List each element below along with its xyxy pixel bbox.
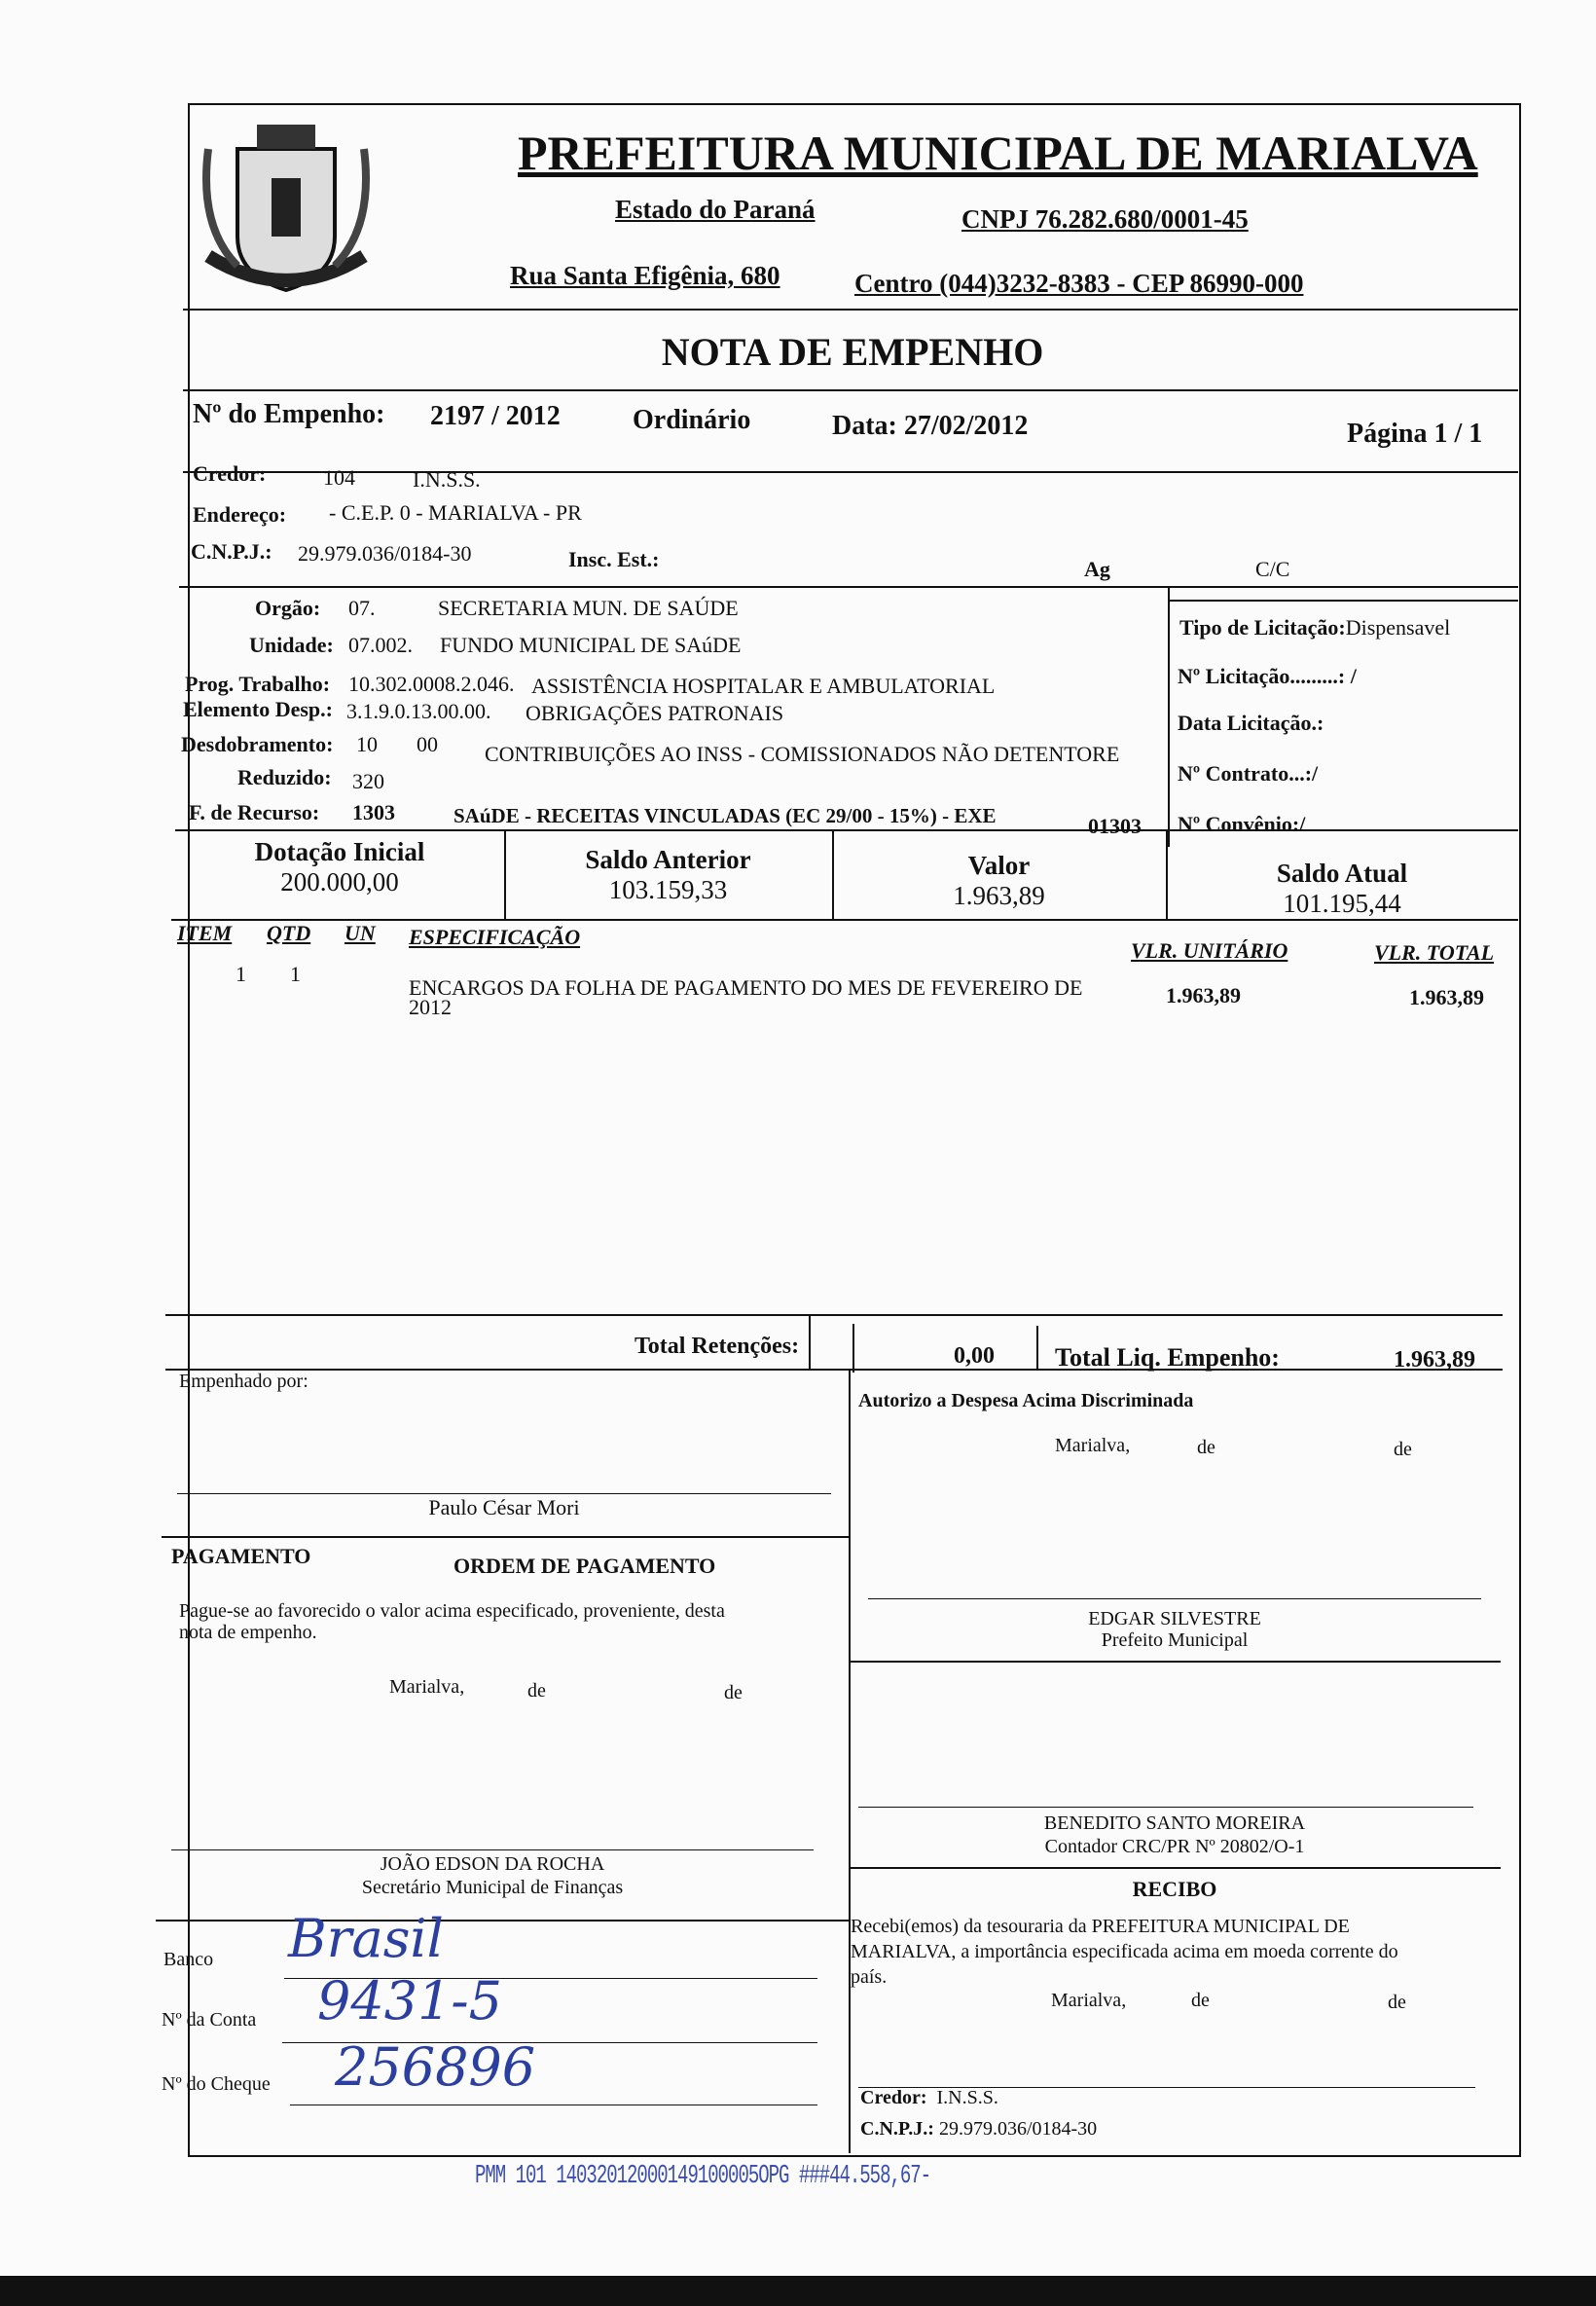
scan-edge: [0, 2276, 1596, 2306]
address-label: Endereço:: [193, 502, 287, 527]
secretario-name: JOÃO EDSON DA ROCHA: [380, 1853, 605, 1875]
secretario-role: Secretário Municipal de Finanças: [361, 1877, 624, 1898]
item-qtd: 1: [290, 962, 301, 986]
pagamento-text: Pague-se ao favorecido o valor acima especificado, proveniente, desta: [179, 1600, 725, 1622]
column-qtd: QTD: [267, 921, 311, 945]
header-address: Rua Santa Efigênia, 680: [510, 261, 780, 290]
autorizo-de: de: [1197, 1437, 1215, 1458]
numero-convenio: Nº Convênio:/: [1178, 812, 1306, 836]
cheque-label: Nº do Cheque: [162, 2073, 271, 2095]
header-contact: Centro (044)3232-8383 - CEP 86990-000: [854, 269, 1304, 298]
recibo-credor: Credor: I.N.S.S.: [860, 2087, 998, 2108]
autorizo-label: Autorizo a Despesa Acima Discriminada: [858, 1390, 1194, 1411]
cc-label: C/C: [1255, 557, 1290, 581]
recurso: SAúDE - RECEITAS VINCULADAS (EC 29/00 - 15%) - EXE: [453, 804, 997, 827]
prefeito-role: Prefeito Municipal: [1101, 1629, 1249, 1651]
balance-saldo-atual: Saldo Atual 101.195,44: [1276, 859, 1408, 918]
column-valor-total: VLR. TOTAL: [1374, 940, 1495, 965]
recurso-number: 01303: [1088, 814, 1142, 838]
prog: ASSISTÊNCIA HOSPITALAR E AMBULATORIAL: [531, 674, 996, 698]
prog-label: Prog. Trabalho:: [185, 672, 331, 696]
contador-name: BENEDITO SANTO MOREIRA: [1043, 1812, 1306, 1834]
total-retencoes: 0,00: [954, 1343, 995, 1369]
contador-role: Contador CRC/PR Nº 20802/O-1: [1044, 1836, 1305, 1857]
credor-address: - C.E.P. 0 - MARIALVA - PR: [329, 500, 582, 525]
item-valor-unitario: 1.963,89: [1166, 983, 1241, 1007]
item-valor-total: 1.963,89: [1409, 985, 1484, 1009]
pagamento-text-cont: nota de empenho.: [179, 1622, 317, 1643]
unidade-label: Unidade:: [249, 633, 334, 657]
cheque-handwritten: 256896: [335, 2036, 536, 2098]
recurso-label: F. de Recurso:: [189, 800, 320, 824]
pagamento-de: de: [527, 1680, 546, 1702]
empenho-number: 2197 / 2012: [430, 401, 561, 431]
total-retencoes-label: Total Retenções:: [635, 1334, 800, 1359]
desdobramento-a: 10: [356, 732, 378, 756]
elemento-code: 3.1.9.0.13.00.00.: [346, 699, 491, 723]
balance-dotacao-inicial: Dotação Inicial 200.000,00: [254, 837, 425, 897]
page-number: Página 1 / 1: [1347, 419, 1483, 449]
prefeito-name: EDGAR SILVESTRE: [1088, 1608, 1261, 1629]
banco-handwritten: Brasil: [288, 1908, 444, 1969]
reduzido-label: Reduzido:: [237, 765, 332, 789]
header-cnpj: CNPJ 76.282.680/0001-45: [961, 204, 1249, 234]
bank-stamp: PMM 101 14032012000149100005OPG ###44.558,67-: [475, 2160, 931, 2191]
credor-name: I.N.S.S.: [413, 467, 481, 492]
reduzido: 320: [352, 769, 384, 793]
desdobramento-label: Desdobramento:: [181, 732, 334, 756]
empenhado-por-label: Empenhado por:: [179, 1371, 308, 1392]
item-especificacao-cont: 2012: [409, 995, 452, 1019]
pagamento-de-2: de: [724, 1682, 743, 1703]
credor-label: Credor:: [193, 461, 267, 486]
pagamento-place: Marialva,: [389, 1676, 465, 1698]
total-liquido-label: Total Liq. Empenho:: [1055, 1343, 1280, 1372]
column-un: UN: [345, 921, 376, 945]
empenho-date: Data: 27/02/2012: [832, 411, 1029, 441]
municipal-emblem-icon: [199, 110, 376, 303]
recibo-text-cont: MARIALVA, a importância especificada acima em moeda corrente do: [851, 1941, 1398, 1962]
desdobramento: CONTRIBUIÇÕES AO INSS - COMISSIONADOS NÃO DETENTORE: [485, 742, 1120, 766]
insc-label: Insc. Est.:: [568, 547, 660, 571]
item-especificacao: ENCARGOS DA FOLHA DE PAGAMENTO DO MES DE FEVEREIRO DE: [409, 975, 1083, 1000]
recibo-text-end: país.: [851, 1966, 888, 1988]
credor-cnpj: 29.979.036/0184-30: [298, 541, 472, 566]
orgao: SECRETARIA MUN. DE SAÚDE: [438, 596, 739, 620]
empenho-type: Ordinário: [633, 405, 751, 435]
ag-label: Ag: [1084, 557, 1110, 581]
balance-valor: Valor 1.963,89: [953, 851, 1045, 910]
item-number: 1: [236, 962, 246, 986]
conta-handwritten: 9431-5: [317, 1970, 503, 2031]
elemento: OBRIGAÇÕES PATRONAIS: [526, 701, 784, 725]
tipo-licitacao: Tipo de Licitação:Dispensavel: [1179, 615, 1451, 640]
desdobramento-b: 00: [417, 732, 438, 756]
autorizo-place: Marialva,: [1055, 1435, 1131, 1456]
recibo-place: Marialva,: [1051, 1990, 1127, 2011]
header-title: PREFEITURA MUNICIPAL DE MARIALVA: [518, 126, 1478, 180]
banco-label: Banco: [163, 1949, 214, 1970]
orgao-label: Orgão:: [255, 596, 321, 620]
header-state: Estado do Paraná: [615, 195, 816, 224]
numero-licitacao: Nº Licitação.........: /: [1178, 664, 1357, 688]
recibo-title: RECIBO: [1132, 1877, 1217, 1901]
data-licitacao: Data Licitação.:: [1178, 711, 1324, 735]
empenho-label: Nº do Empenho:: [193, 399, 385, 429]
recibo-de-2: de: [1388, 1992, 1406, 2013]
prog-code: 10.302.0008.2.046.: [348, 672, 515, 696]
empenhado-por-name: Paulo César Mori: [428, 1495, 580, 1519]
pagamento-label: PAGAMENTO: [171, 1544, 311, 1568]
numero-contrato: Nº Contrato...:/: [1178, 761, 1319, 786]
total-liquido: 1.963,89: [1394, 1347, 1475, 1373]
column-valor-unitario: VLR. UNITÁRIO: [1131, 938, 1288, 963]
orgao-code: 07.: [348, 596, 376, 620]
autorizo-de-2: de: [1394, 1439, 1412, 1460]
conta-label: Nº da Conta: [162, 2009, 257, 2031]
recibo-de: de: [1191, 1990, 1210, 2011]
elemento-label: Elemento Desp.:: [183, 697, 333, 721]
balance-saldo-anterior: Saldo Anterior 103.159,33: [585, 845, 751, 904]
column-item: ITEM: [177, 921, 233, 945]
recurso-code: 1303: [352, 800, 395, 824]
recibo-text: Recebi(emos) da tesouraria da PREFEITURA MUNICIPAL DE: [851, 1916, 1350, 1937]
ordem-pagamento-title: ORDEM DE PAGAMENTO: [453, 1554, 716, 1578]
unidade: FUNDO MUNICIPAL DE SAúDE: [440, 633, 742, 657]
recibo-cnpj: C.N.P.J.: 29.979.036/0184-30: [860, 2118, 1098, 2140]
document-title: NOTA DE EMPENHO: [661, 330, 1044, 374]
credor-code: 104: [323, 465, 355, 490]
column-especificacao: ESPECIFICAÇÃO: [409, 925, 581, 949]
unidade-code: 07.002.: [348, 633, 413, 657]
cnpj-label: C.N.P.J.:: [191, 539, 272, 564]
